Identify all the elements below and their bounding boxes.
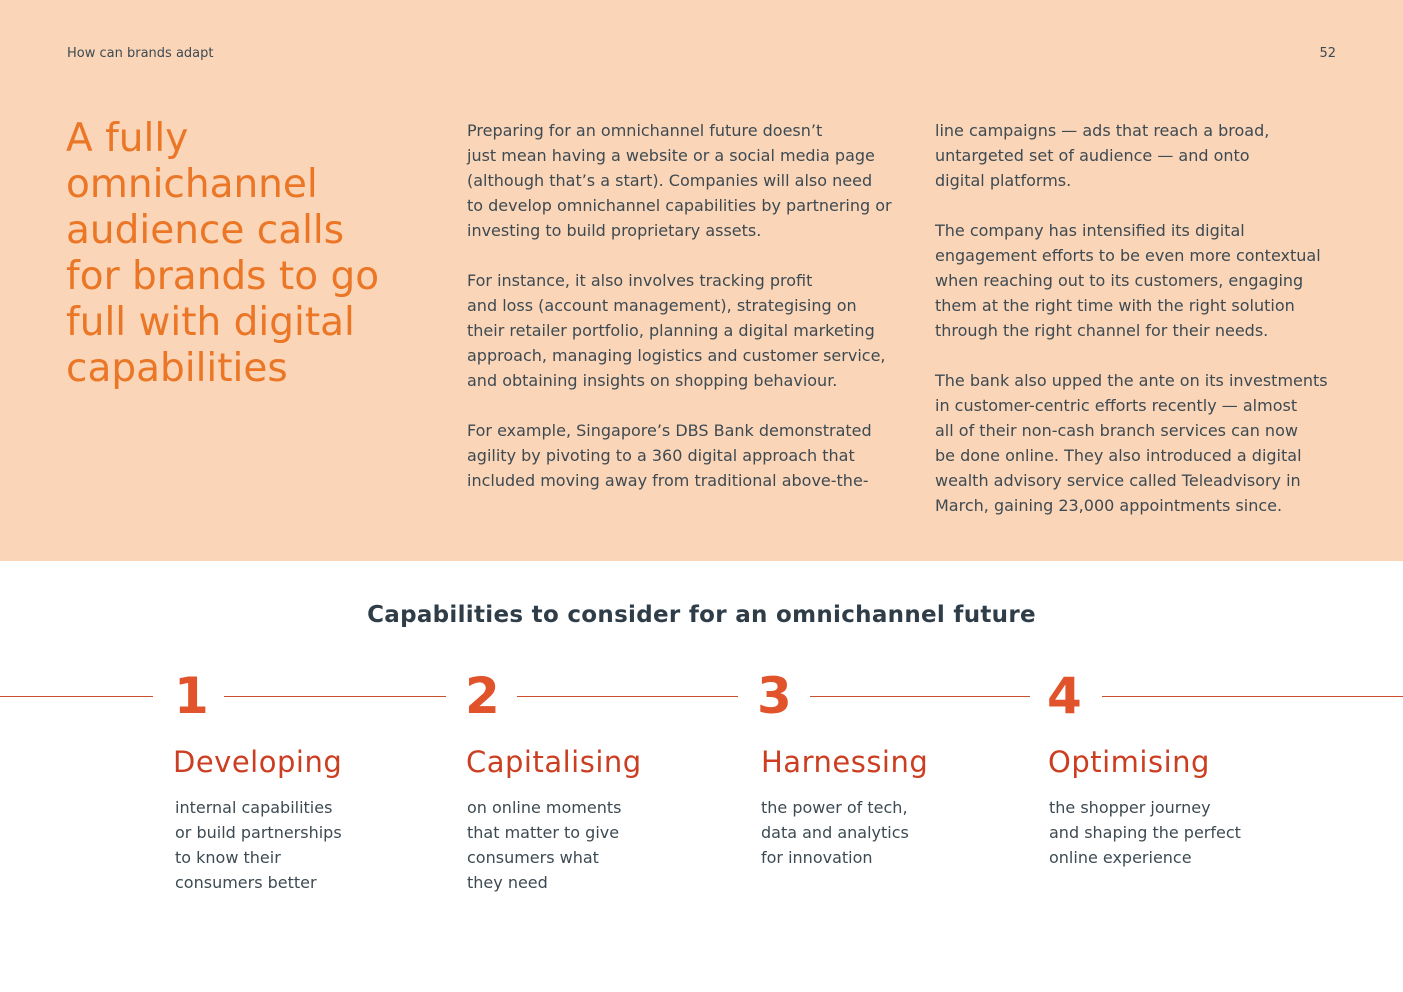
step-description-2: on online moments that matter to give consumers what they need xyxy=(467,798,622,892)
capabilities-title: Capabilities to consider for an omnichannel future xyxy=(367,602,1036,628)
step-title-capitalising: Capitalising xyxy=(466,745,642,779)
divider-line xyxy=(517,696,738,697)
step-number-2: 2 xyxy=(465,667,500,725)
step-description-3: the power of tech, data and analytics for innovation xyxy=(761,798,909,867)
paragraph: The bank also upped the ante on its investments in customer-centric efforts recently — almost all of their non-cash branch services can now be done online. They also introduced a digital wealth advisory service called Teleadvisory in March, gaining 23,000 appointments since. xyxy=(935,371,1328,515)
paragraph: For instance, it also involves tracking profit and loss (account management), strategising on their retailer portfolio, planning a digital marketing approach, managing logistics and customer service, and obtaining insights on shopping behaviour. xyxy=(467,271,886,390)
divider-line xyxy=(1102,696,1403,697)
paragraph: line campaigns — ads that reach a broad, untargeted set of audience — and onto digital platforms. xyxy=(935,121,1270,190)
step-number-3: 3 xyxy=(757,667,792,725)
paragraph: The company has intensified its digital engagement efforts to be even more contextual when reaching out to its customers, engaging them at the right time with the right solution through the right channel for their needs. xyxy=(935,221,1321,340)
divider-line xyxy=(0,696,153,697)
paragraph: Preparing for an omnichannel future doesn’t just mean having a website or a social media page (although that’s a start). Companies will also need to develop omnichannel capabilities by partnering or investing to build proprietary assets. xyxy=(467,121,892,240)
step-number-4: 4 xyxy=(1047,667,1082,725)
step-description-1: internal capabilities or build partnerships to know their consumers better xyxy=(175,798,342,892)
paragraph: For example, Singapore’s DBS Bank demonstrated agility by pivoting to a 360 digital approach that included moving away from traditional above-the- xyxy=(467,421,872,490)
divider-line xyxy=(224,696,446,697)
step-number-1: 1 xyxy=(174,667,209,725)
step-description-4: the shopper journey and shaping the perfect online experience xyxy=(1049,798,1241,867)
step-title-harnessing: Harnessing xyxy=(761,745,929,779)
page-number: 52 xyxy=(1319,46,1336,61)
step-title-developing: Developing xyxy=(173,745,343,779)
divider-line xyxy=(810,696,1030,697)
body-column-right xyxy=(935,118,1375,543)
body-column-left xyxy=(467,118,907,518)
step-title-optimising: Optimising xyxy=(1048,745,1210,779)
page-headline: A fully omnichannel audience calls for brands to go full with digital capabilities xyxy=(66,116,380,391)
section-label: How can brands adapt xyxy=(67,46,214,61)
